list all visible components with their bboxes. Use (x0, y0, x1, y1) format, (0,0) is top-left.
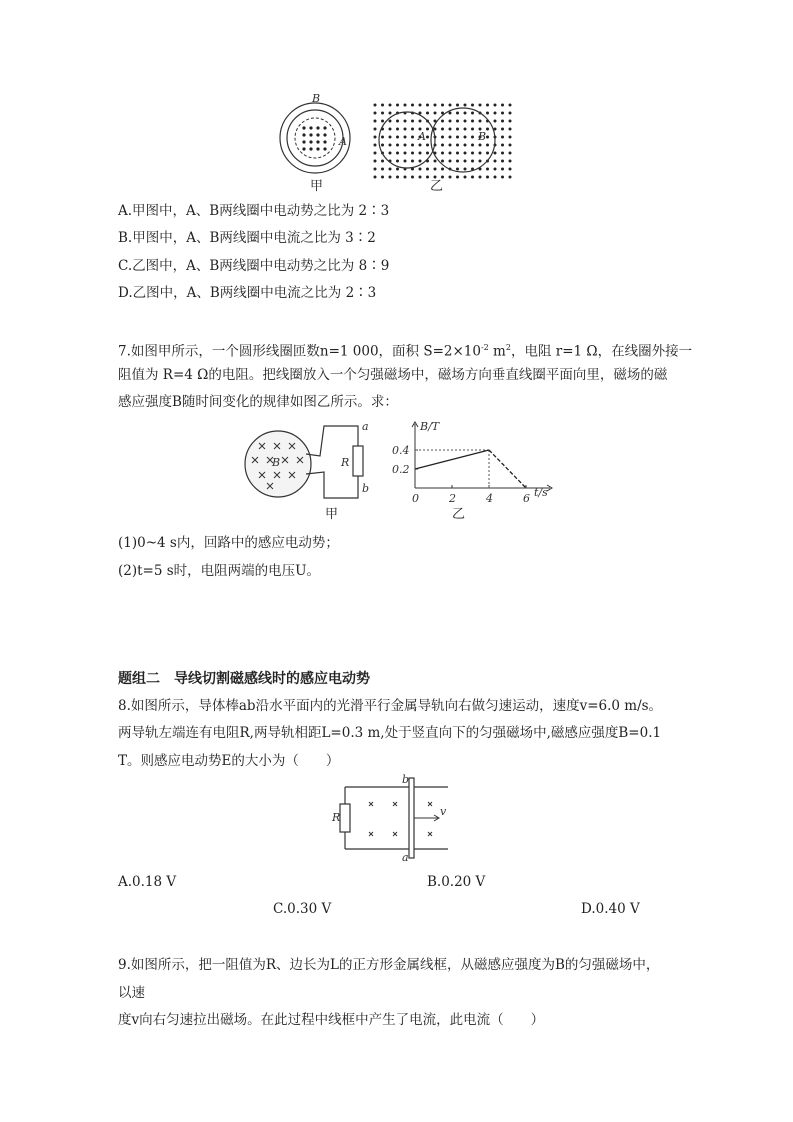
q8-label-v: v (440, 805, 447, 818)
q6-figure (270, 90, 520, 195)
q9-line-2: 以速 (118, 985, 145, 1001)
fig-yi-dot-field (374, 104, 512, 195)
chart-line-segment (489, 450, 526, 488)
q7-line-2: 阻值为 R=4 Ω的电阻。把线圈放入一个匀强磁场中，磁场方向垂直线圈平面向里，磁场的磁 (118, 367, 668, 383)
q7-figure-yi-chart (390, 418, 560, 523)
fig6-label-B: B (312, 92, 321, 105)
group2-heading: 题组二 导线切割磁感线时的感应电动势 (118, 671, 370, 687)
q8-option-a: A.0.18 V (118, 874, 177, 890)
fig6-caption-jia: 甲 (310, 179, 324, 194)
q9-line-1: 9.如图所示，把一阻值为R、边长为L的正方形金属线框，从磁感应强度为B的匀强磁场中， (118, 957, 660, 973)
chart-xtick-label: 0 (412, 492, 419, 505)
q7-label-B: B (272, 456, 281, 469)
q6-option-c: C.乙图中，A、B两线圈中电动势之比为 8∶9 (118, 258, 390, 274)
q6-option-a: A.甲图中，A、B两线圈中电动势之比为 2∶3 (118, 203, 390, 219)
chart-line-segment (415, 450, 489, 469)
q9-line-3: 度v向右匀速拉出磁场。在此过程中线框中产生了电流，此电流（ ） (118, 1012, 545, 1028)
chart-ylabel: B/T (420, 420, 440, 433)
q8-label-R: R (332, 811, 341, 824)
chart-ytick-label: 0.4 (392, 444, 410, 457)
q8-option-b: B.0.20 V (427, 874, 486, 890)
q7-caption-yi: 乙 (452, 507, 466, 522)
q7-figure-jia (240, 418, 380, 523)
chart-xlabel: t/s (534, 486, 548, 499)
q7-line-1: 7.如图甲所示，一个圆形线圈匝数n=1 000，面积 $S=2\times 10^{-2}$ $m^2$，电阻 r=1 Ω，在线圈外接一 (118, 343, 693, 360)
chart-xtick-label: 4 (486, 492, 493, 505)
q8-label-a: a (402, 851, 409, 863)
chart-xtick-label: 6 (523, 492, 530, 505)
q8-option-d: D.0.40 V (581, 901, 640, 917)
fig6-label-A2: A (418, 130, 426, 143)
fig6-caption-yi: 乙 (430, 179, 444, 194)
q7-label-R: R (341, 456, 350, 469)
q7-label-b: b (362, 482, 370, 495)
q6-option-b: B.甲图中，A、B两线圈中电流之比为 3∶2 (118, 230, 376, 246)
fig6-label-B2: B (478, 130, 487, 143)
chart-ytick-label: 0.2 (392, 463, 410, 476)
q7-sub-1: (1)0~4 s内，回路中的感应电动势； (118, 535, 339, 551)
chart-xtick-label: 2 (449, 492, 456, 505)
q7-caption-jia: 甲 (325, 507, 339, 522)
q7-label-a: a (362, 420, 369, 433)
q8-line-2: 两导轨左端连有电阻R,两导轨相距L=0.3 m,处于竖直向下的匀强磁场中,磁感应强度B=0.1 (118, 725, 662, 741)
q8-label-b: b (402, 773, 410, 786)
q8-line-3: T。则感应电动势E的大小为（ ） (118, 753, 340, 769)
q8-line-1: 8.如图所示，导体棒ab沿水平面内的光滑平行金属导轨向右做匀速运动，速度v=6.0 m/s。 (118, 698, 663, 714)
fig6-label-A: A (339, 135, 347, 148)
q8-figure (330, 773, 460, 863)
q6-option-d: D.乙图中，A、B两线圈中电流之比为 2∶3 (118, 285, 377, 301)
q7-line-3: 感应强度B随时间变化的规律如图乙所示。求： (118, 394, 398, 410)
q8-option-c: C.0.30 V (273, 901, 332, 917)
fig-jia-coils (280, 92, 350, 194)
q7-sub-2: (2)t=5 s时，电阻两端的电压U。 (118, 563, 321, 579)
